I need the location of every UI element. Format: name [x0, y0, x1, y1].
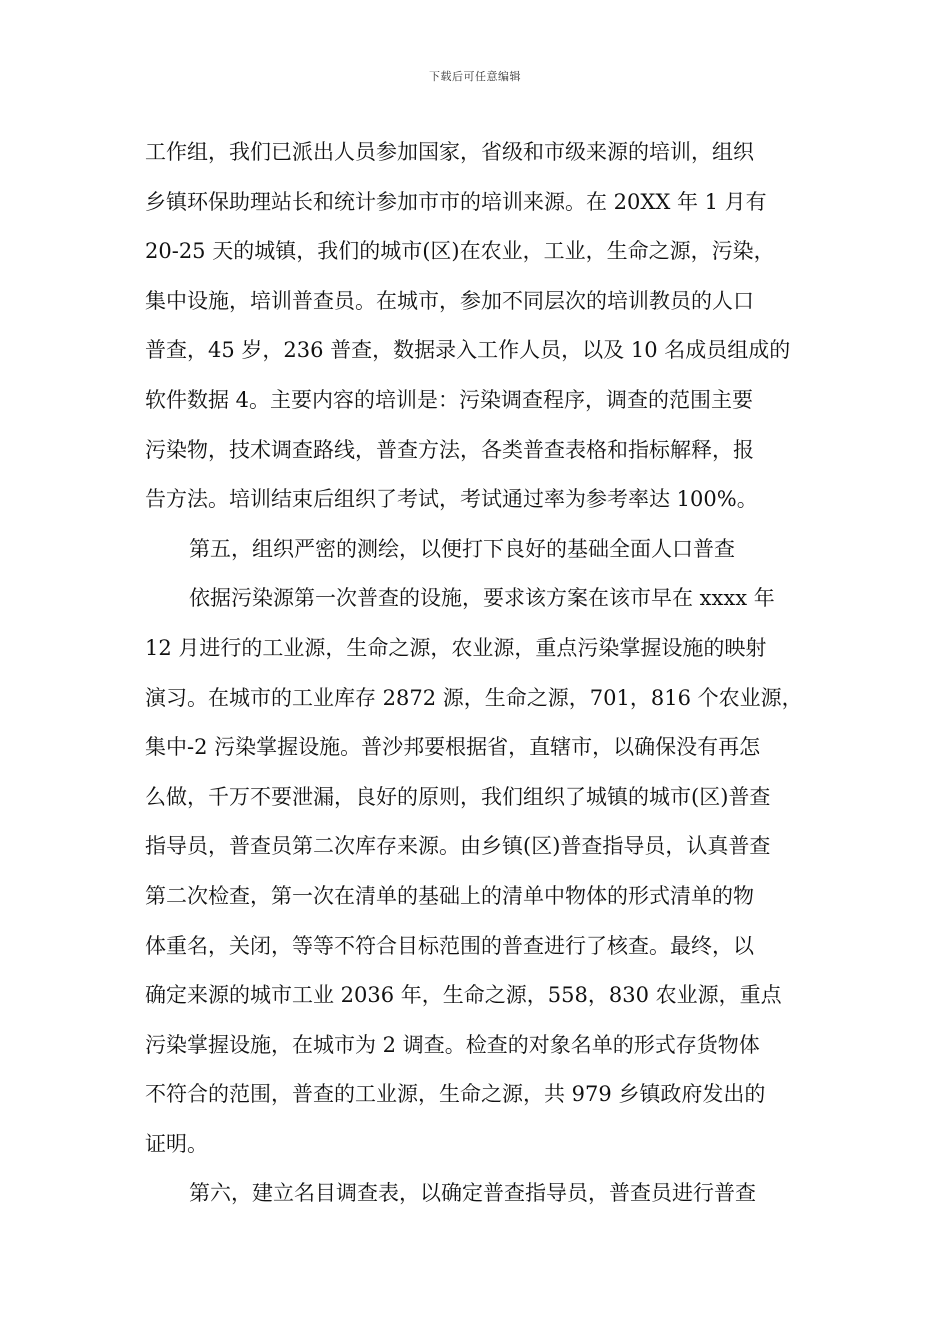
text-line: 告方法。培训结束后组织了考试，考试通过率为参考率达 100%。: [145, 487, 758, 512]
text-line: 证明。: [145, 1131, 208, 1156]
section-heading: 第六，建立名目调查表，以确定普查指导员，普查员进行普查: [189, 1181, 756, 1206]
text-line: 污染物，技术调查路线，普查方法，各类普查表格和指标解释，报: [145, 437, 754, 462]
text-line: 不符合的范围，普查的工业源，生命之源，共 979 乡镇政府发出的: [145, 1082, 766, 1107]
text-line: 确定来源的城市工业 2036 年，生命之源，558，830 农业源，重点: [145, 983, 782, 1008]
text-line: 普查，45 岁，236 普查，数据录入工作人员，以及 10 名成员组成的: [145, 338, 791, 363]
text-line: 指导员，普查员第二次库存来源。由乡镇(区)普查指导员，认真普查: [145, 834, 771, 859]
document-body: [145, 128, 821, 1219]
text-line: 第二次检查，第一次在清单的基础上的清单中物体的形式清单的物: [145, 883, 754, 908]
text-line: 依据污染源第一次普查的设施，要求该方案在该市早在 xxxx 年: [189, 586, 775, 611]
section-heading: 第五，组织严密的测绘，以便打下良好的基础全面人口普查: [189, 536, 735, 561]
text-line: 12 月进行的工业源，生命之源，农业源，重点污染掌握设施的映射: [145, 635, 767, 660]
text-line: 乡镇环保助理站长和统计参加市市的培训来源。在 20XX 年 1 月有: [145, 189, 767, 214]
text-line: 演习。在城市的工业库存 2872 源，生命之源，701，816 个农业源，: [145, 685, 803, 710]
text-line: 20-25 天的城镇，我们的城市(区)在农业，工业，生命之源，污染，: [145, 239, 775, 264]
page-header: 下载后可任意编辑: [429, 70, 521, 83]
text-line: 工作组，我们已派出人员参加国家，省级和市级来源的培训，组织: [145, 140, 754, 164]
text-line: 体重名，关闭，等等不符合目标范围的普查进行了核查。最终，以: [145, 933, 754, 958]
text-line: 么做，千万不要泄漏，良好的原则，我们组织了城镇的城市(区)普查: [145, 784, 771, 809]
text-line: 集中-2 污染掌握设施。普沙邦要根据省，直辖市，以确保没有再怎: [145, 735, 761, 760]
text-line: 软件数据 4。主要内容的培训是：污染调查程序，调查的范围主要: [145, 387, 754, 412]
text-line: 集中设施，培训普查员。在城市，参加不同层次的培训教员的人口: [145, 288, 754, 313]
text-line: 污染掌握设施，在城市为 2 调查。检查的对象名单的形式存货物体: [145, 1032, 760, 1057]
